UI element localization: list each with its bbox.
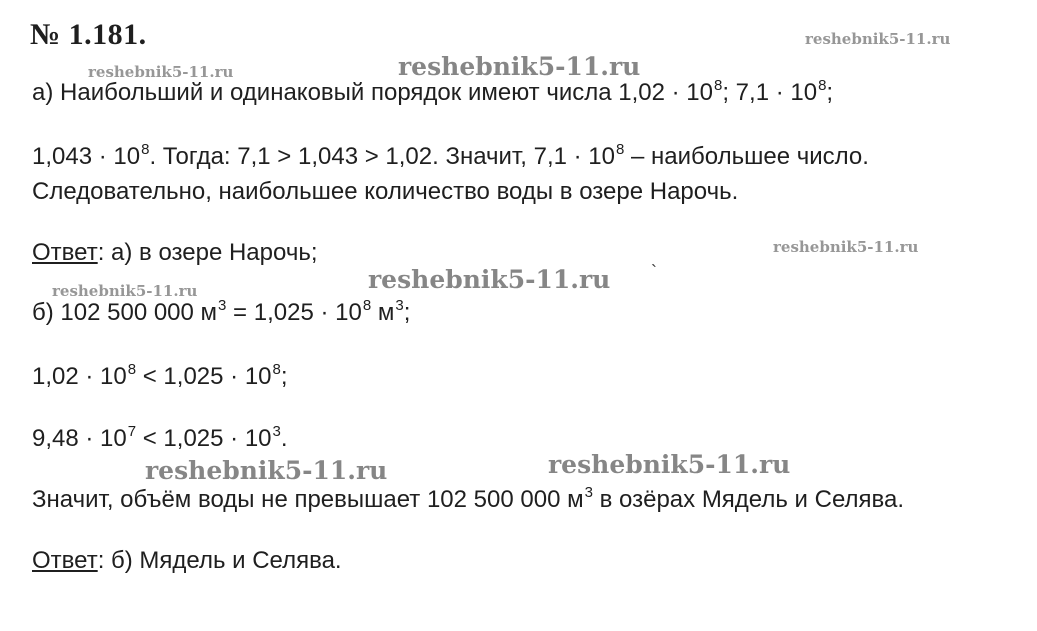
text-line-1 bbox=[32, 78, 833, 111]
watermark: reshebnik5-11.ru bbox=[773, 238, 919, 256]
stray-mark: ` bbox=[651, 262, 657, 282]
watermark: reshebnik5-11.ru bbox=[398, 52, 641, 81]
superscript: 8 bbox=[127, 361, 137, 378]
watermark: reshebnik5-11.ru bbox=[548, 450, 791, 479]
superscript: 8 bbox=[714, 77, 723, 94]
text-segment: Значит, объём воды не превышает 102 500 000 м bbox=[32, 486, 584, 513]
text-segment: = 1,025 · 10 bbox=[226, 299, 362, 326]
text-segment: < 1,025 · 10 bbox=[136, 425, 272, 452]
text-segment: ; bbox=[826, 79, 834, 106]
superscript: 8 bbox=[615, 141, 625, 158]
answer-b-line bbox=[32, 546, 342, 576]
text-line-6 bbox=[32, 362, 288, 395]
text-segment: 1,043 · 10 bbox=[32, 143, 141, 170]
watermark: reshebnik5-11.ru bbox=[805, 30, 951, 48]
text-segment: м bbox=[371, 299, 395, 326]
text-line-3 bbox=[32, 177, 738, 207]
text-segment: < 1,025 · 10 bbox=[136, 363, 272, 390]
superscript: 8 bbox=[818, 77, 827, 94]
text-line-2 bbox=[32, 142, 869, 175]
text-segment: б) 102 500 000 м bbox=[32, 299, 218, 326]
answer-label: Ответ bbox=[32, 547, 98, 574]
text-segment: ; 7,1 · 10 bbox=[722, 79, 818, 106]
watermark: reshebnik5-11.ru bbox=[52, 282, 198, 300]
text-segment: : а) в озере Нарочь; bbox=[97, 239, 318, 266]
watermark: reshebnik5-11.ru bbox=[368, 265, 611, 294]
watermark: reshebnik5-11.ru bbox=[88, 63, 234, 81]
superscript: 8 bbox=[362, 297, 372, 314]
problem-number: № 1.181. bbox=[30, 18, 147, 51]
text-segment: . Тогда: 7,1 > 1,043 > 1,02. Значит, 7,1 · 10 bbox=[149, 143, 615, 170]
text-line-8 bbox=[32, 485, 904, 518]
superscript: 8 bbox=[141, 141, 150, 158]
answer-label: Ответ bbox=[32, 239, 98, 266]
text-segment: . bbox=[280, 425, 288, 452]
text-segment: в озёрах Мядель и Селява. bbox=[592, 486, 904, 513]
text-segment: Следовательно, наибольшее количество воды в озере Нарочь. bbox=[32, 178, 739, 205]
superscript: 3 bbox=[272, 423, 281, 440]
answer-a-line bbox=[32, 238, 318, 268]
text-line-5 bbox=[32, 298, 410, 331]
text-segment: ; bbox=[403, 299, 411, 326]
text-segment: 9,48 · 10 bbox=[32, 425, 127, 452]
watermark: reshebnik5-11.ru bbox=[145, 456, 388, 485]
text-segment: : б) Мядель и Селява. bbox=[97, 547, 342, 574]
text-segment: 1,02 · 10 bbox=[32, 363, 127, 390]
text-segment: а) Наибольший и одинаковый порядок имеют числа 1,02 · 10 bbox=[32, 79, 713, 106]
text-line-7 bbox=[32, 424, 288, 457]
text-segment: ; bbox=[280, 363, 288, 390]
superscript: 7 bbox=[127, 423, 137, 440]
superscript: 3 bbox=[395, 297, 404, 314]
text-segment: – наибольшее число. bbox=[624, 143, 869, 170]
superscript: 3 bbox=[218, 297, 227, 314]
superscript: 3 bbox=[584, 484, 593, 501]
superscript: 8 bbox=[272, 361, 281, 378]
